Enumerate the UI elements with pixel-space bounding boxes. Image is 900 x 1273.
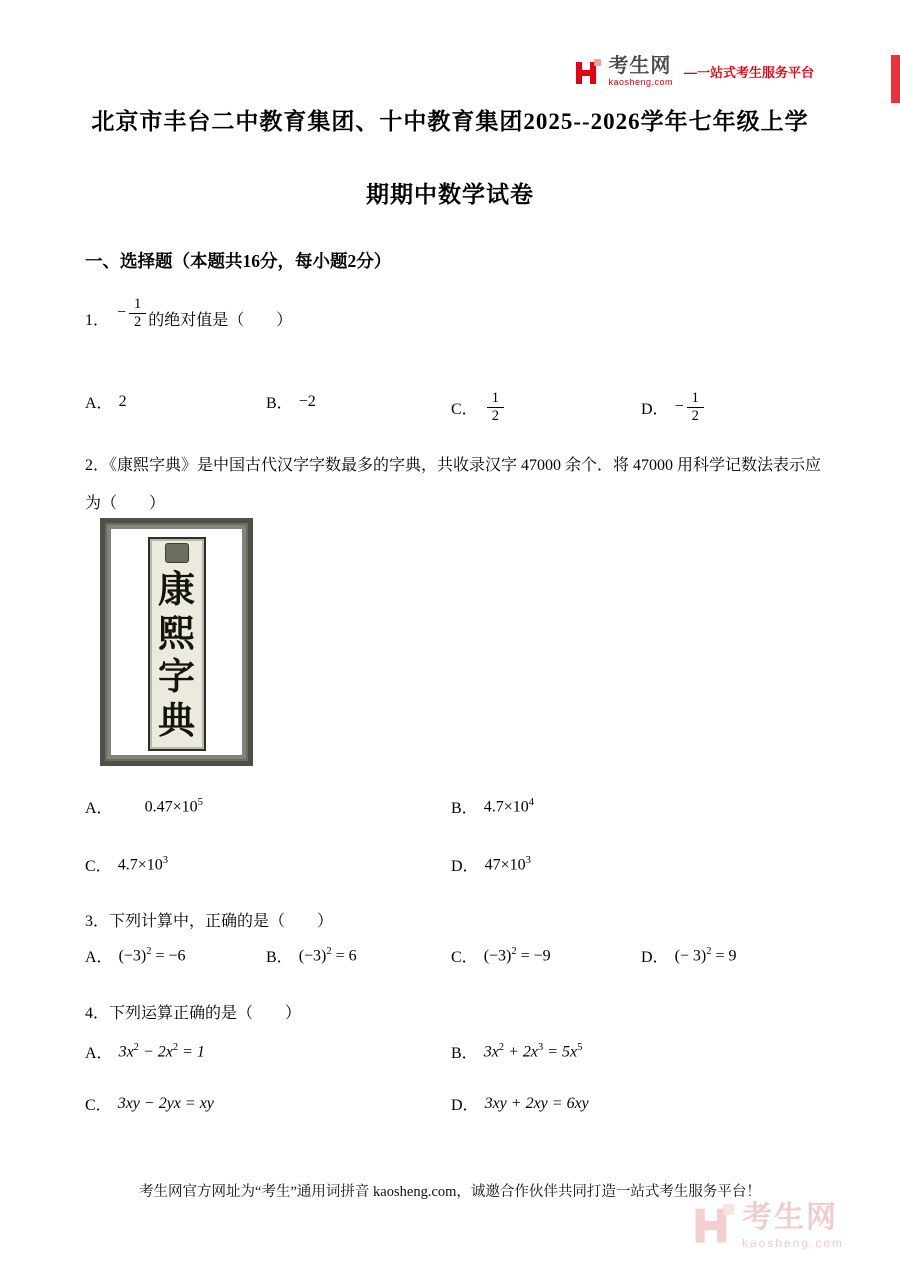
fraction-numerator: 1: [129, 296, 146, 314]
option-4a: [85, 1040, 205, 1063]
book-title-char: 熙: [158, 613, 195, 655]
option-value: 2: [118, 392, 127, 410]
question-2-options-row1: [85, 795, 825, 835]
option-label: A．: [85, 1045, 113, 1062]
question-4-options-row2: [85, 1092, 825, 1132]
exam-title-line1: 北京市丰台二中教育集团、十中教育集团2025--2026学年七年级上学: [91, 109, 809, 134]
book-seal-emblem: [165, 543, 189, 563]
footer-text: 考生网官方网址为“考生”通用词拼音 kaosheng.com，诚邀合作伙伴共同打造一站式考生服务平台！: [139, 1184, 761, 1200]
option-2c: [85, 853, 168, 876]
question-1-number: 1．: [85, 312, 110, 330]
question-1: [85, 296, 292, 330]
fraction-body: [487, 390, 504, 424]
option-label: D．: [641, 400, 669, 418]
question-2-number: 2．: [85, 457, 110, 474]
option-label: A．: [85, 949, 113, 966]
option-value: $0.47\times 10^5$: [144, 796, 203, 816]
watermark-name: 考生网: [741, 1201, 838, 1234]
option-label: C．: [85, 1097, 112, 1114]
option-value: $(-3)^2 = -6$: [118, 945, 186, 965]
option-4b: [451, 1040, 582, 1063]
question-3-text: 下列计算中，正确的是（ ）: [109, 913, 334, 930]
question-2-stem-line2: 为（ ）: [85, 495, 166, 512]
brand-text-block: [608, 56, 673, 87]
question-4-options-row1: [85, 1040, 825, 1080]
fraction-numerator: 1: [687, 390, 704, 408]
option-value: $4.7\times 10^4$: [483, 796, 534, 816]
brand-domain: kaosheng.com: [608, 77, 673, 87]
book-title-char: 字: [158, 657, 195, 699]
fraction-denominator: 2: [691, 407, 699, 424]
fraction-sign: −: [117, 304, 127, 322]
book-title-panel: [148, 537, 206, 751]
option-2b: [451, 795, 534, 818]
page-edge-red-marker: [891, 55, 900, 103]
option-value: 3xy + 2xy = 6xy: [484, 1094, 589, 1112]
option-label: D．: [451, 1097, 479, 1114]
kangxi-dictionary-image: [100, 518, 253, 766]
fraction: [129, 296, 146, 330]
watermark-domain: kaosheng.com: [741, 1236, 844, 1250]
question-3-stem: [85, 908, 333, 931]
fraction-denominator: 2: [134, 313, 142, 330]
fraction: [675, 390, 706, 424]
option-label: A．: [85, 800, 113, 817]
option-label: B．: [266, 949, 293, 966]
option-3a: [85, 944, 186, 967]
option-label: B．: [451, 800, 478, 817]
question-1-fraction: [117, 296, 148, 330]
option-3b: [266, 944, 357, 967]
question-1-options: [85, 390, 825, 430]
book-title-char: 典: [158, 700, 195, 742]
question-2-stem-line1: [85, 452, 821, 475]
kaosheng-logo-icon: [575, 59, 601, 85]
option-1b: [266, 390, 316, 413]
question-4-text: 下列运算正确的是（ ）: [109, 1005, 302, 1022]
brand-name: 考生网: [608, 55, 672, 77]
question-3-options: [85, 944, 825, 984]
option-value: $(-3)^2 = 6$: [298, 945, 357, 965]
option-value: $47\times 10^3$: [484, 854, 531, 874]
option-4d: [451, 1092, 589, 1115]
fraction-denominator: 2: [491, 407, 499, 424]
option-label: B．: [266, 395, 293, 412]
question-4-number: 4．: [85, 1005, 110, 1022]
option-1c: [451, 390, 506, 424]
question-3-number: 3．: [85, 913, 110, 930]
option-1d: [641, 390, 706, 424]
option-value: 3xy − 2yx = xy: [117, 1094, 214, 1112]
question-2-stem: 《康熙字典》是中国古代汉字字数最多的字典，共收录汉字 47000 余个．将 47000 用科学记数法表示应: [109, 457, 822, 474]
option-label: C．: [85, 858, 112, 875]
question-2-options-row2: [85, 853, 825, 893]
option-2d: [451, 853, 531, 876]
option-3c: [451, 944, 551, 967]
option-label: C．: [451, 949, 478, 966]
fraction-numerator: 1: [487, 390, 504, 408]
book-title-char: 康: [158, 570, 195, 611]
option-label: C．: [451, 400, 478, 418]
question-1-stem: 的绝对值是（ ）: [148, 312, 293, 330]
option-value: −2: [298, 392, 316, 410]
option-1a: [85, 390, 127, 413]
option-value: $4.7\times 10^3$: [117, 854, 168, 874]
brand-header: [575, 56, 814, 87]
watermark-text-block: [742, 1203, 844, 1249]
option-label: B．: [451, 1045, 478, 1062]
option-value: $3x^2 - 2x^2 = 1$: [118, 1041, 205, 1061]
kaosheng-watermark: [694, 1203, 844, 1249]
fraction-body: [687, 390, 704, 424]
kaosheng-watermark-icon: [694, 1204, 734, 1249]
option-label: D．: [451, 858, 479, 875]
option-label: D．: [641, 949, 669, 966]
option-label: A．: [85, 395, 113, 412]
section-heading: 一、选择题（本题共16分，每小题2分）: [85, 251, 392, 271]
option-value: $(-3)^2 = -9$: [483, 945, 551, 965]
fraction-sign: −: [674, 398, 684, 416]
question-4-stem: [85, 1000, 301, 1023]
exam-title-line2: 期期中数学试卷: [366, 182, 534, 207]
fraction: [484, 390, 506, 424]
option-value: $3x^2 + 2x^3 = 5x^5$: [483, 1041, 583, 1061]
brand-tagline: —一站式考生服务平台: [683, 65, 814, 80]
option-value: (− 3)$^2$ = 9: [674, 945, 737, 965]
option-3d: [641, 944, 737, 967]
option-2a: [85, 795, 203, 818]
option-4c: [85, 1092, 214, 1115]
